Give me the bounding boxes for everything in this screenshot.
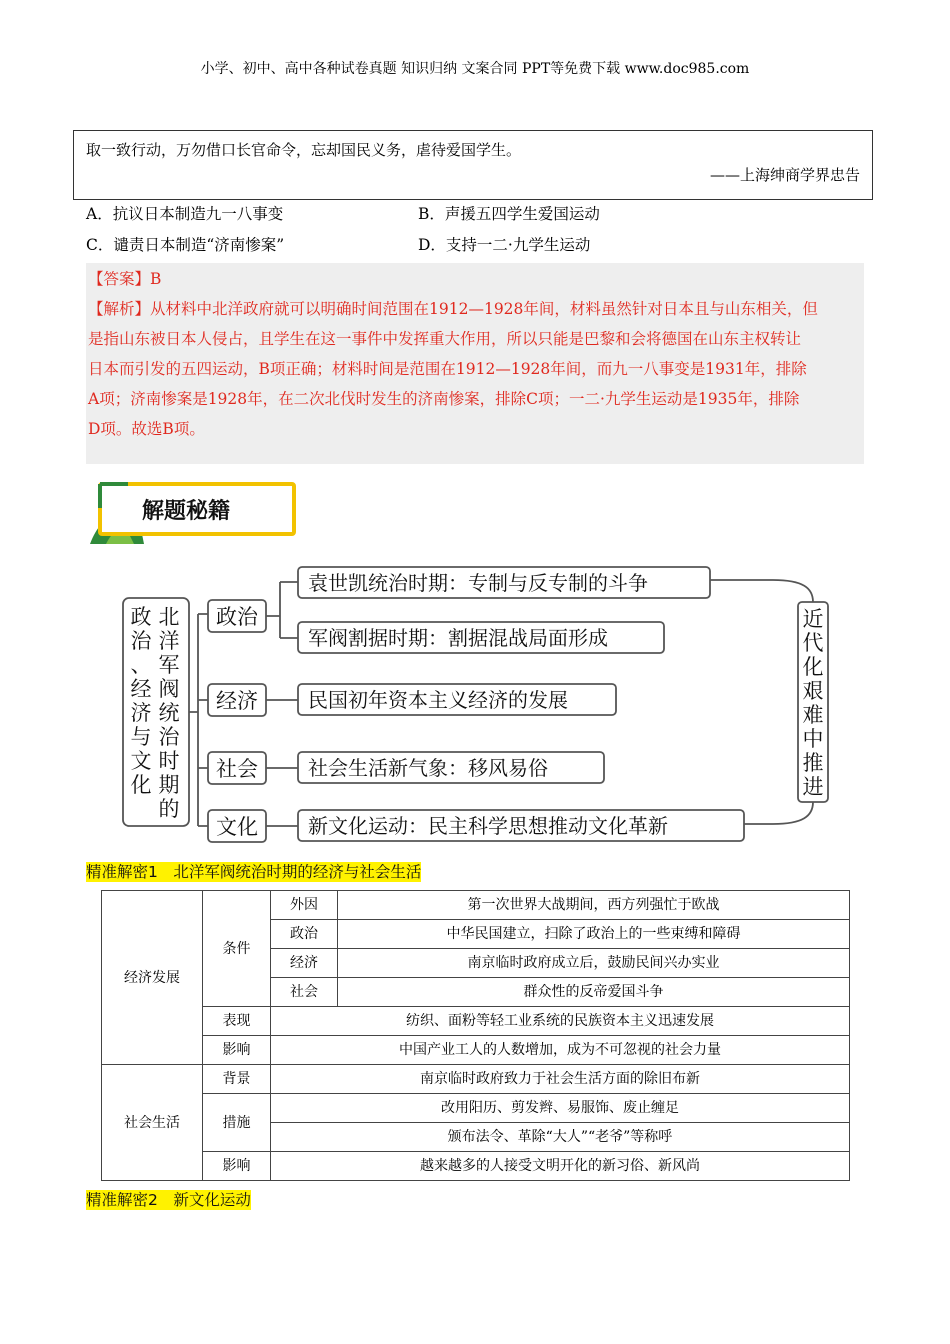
category-connectors [266,700,298,826]
tips-title: 解题秘籍 [142,499,231,524]
vertical-char: 时 [158,749,180,773]
leaf-society: 社会生活新气象：移风易俗 [308,756,548,780]
mind-map [118,562,824,839]
vertical-char: 化 [802,655,824,679]
leaf-economy: 民国初年资本主义经济的发展 [308,688,568,712]
page-header: 小学、初中、高中各种试卷真题 知识归纳 文案合同 PPT等免费下载 www.doc985.com [200,61,750,77]
condition-key: 经济 [271,949,338,978]
answer-label: 【答案】 [88,270,151,288]
condition-value: 群众性的反帝爱国斗争 [338,978,850,1007]
row-header-social: 社会生活 [102,1065,203,1181]
option-a: A．抗议日本制造九一八事变 [86,205,284,223]
vertical-char: 洋 [158,629,180,653]
social-impact-key: 影响 [203,1152,271,1181]
vertical-char: 进 [802,775,824,799]
measure-value: 颁布法令、革除“大人”“老爷”等称呼 [271,1123,850,1152]
condition-value: 中华民国建立，扫除了政治上的一些束缚和障碍 [338,920,850,949]
table-row [102,1007,850,1036]
analysis-line-1 [88,294,864,324]
social-impact-value: 越来越多的人接受文明开化的新习俗、新风尚 [271,1152,850,1181]
performance-value: 纺织、面粉等轻工业系统的民族资本主义迅速发展 [271,1007,850,1036]
quote-source: ——上海绅商学界忠告 [709,166,860,184]
vertical-char: 治 [130,629,152,653]
table-row [102,1152,850,1181]
vertical-char: 文 [130,749,152,773]
vertical-char: 推 [802,751,824,775]
econ-impact-value: 中国产业工人的人数增加，成为不可忽视的社会力量 [271,1036,850,1065]
leaf-culture: 新文化运动：民主科学思想推动文化革新 [308,814,668,838]
condition-key: 外因 [271,891,338,920]
row-header-economy: 经济发展 [102,891,203,1065]
economy-society-table [101,890,850,1181]
vertical-char: 阀 [158,677,180,701]
vertical-char: 军 [158,653,180,677]
category-politics: 政治 [216,605,258,629]
vertical-char: 治 [158,725,180,749]
section1-title: 精准解密1 北洋军阀统治时期的经济与社会生活 [86,863,422,881]
condition-value: 第一次世界大战期间，西方列强忙于欧战 [338,891,850,920]
category-economy: 经济 [216,689,258,713]
root-connector [189,614,208,826]
option-c: C．谴责日本制造“济南惨案” [86,236,285,254]
analysis-label: 【解析】 [88,300,151,318]
tips-banner [88,478,300,546]
analysis-text: 从材料中北洋政府就可以明确时间范围在1912—1928年间，材料虽然针对日本且与山东相关，但 [150,300,818,318]
table-row [102,1065,850,1094]
answer-line [88,264,864,294]
analysis-line-2: 是指山东被日本人侵占，且学生在这一事件中发挥重大作用，所以只能是巴黎和会将德国在山东主权转让 [88,330,802,348]
analysis-line-4: A项；济南惨案是1928年，在二次北伐时发生的济南惨案，排除C项；一二·九学生运动是1935年，排除 [88,390,800,408]
vertical-char: 政 [130,605,152,629]
measure-value: 改用阳历、剪发辫、易服饰、废止缠足 [271,1094,850,1123]
vertical-char: 经 [130,677,152,701]
vertical-char: 统 [158,701,180,725]
econ-impact-key: 影响 [203,1036,271,1065]
leaf-warlords: 军阀割据时期：割据混战局面形成 [308,626,608,650]
analysis-line-3: 日本而引发的五四运动，B项正确；材料时间是范围在1912—1928年间，而九一八事变是1931年，排除 [88,360,807,378]
option-b: B．声援五四学生爱国运动 [418,205,600,223]
root-title-col1 [159,605,181,821]
vertical-char: 化 [130,773,152,797]
section2-title: 精准解密2 新文化运动 [86,1191,251,1209]
category-society: 社会 [216,757,258,781]
performance-key: 表现 [203,1007,271,1036]
category-culture: 文化 [216,815,258,839]
condition-key: 政治 [271,920,338,949]
vertical-char: 代 [802,631,824,655]
vertical-char: 北 [158,605,180,629]
vertical-char: 难 [802,703,824,727]
source-quote-box [73,130,873,200]
conclusion-text [803,607,824,799]
background-key: 背景 [203,1065,271,1094]
condition-key: 社会 [271,978,338,1007]
vertical-char: 济 [130,701,152,725]
vertical-char: 艰 [802,679,824,703]
answer-analysis-block [86,263,864,464]
option-d: D．支持一二·九学生运动 [418,236,591,254]
table-row [102,891,850,920]
background-value: 南京临时政府致力于社会生活方面的除旧布新 [271,1065,850,1094]
vertical-char: 期 [158,773,180,797]
vertical-char: 的 [158,797,180,821]
table-row [102,1094,850,1123]
root-title-col2 [131,605,153,797]
answer-value: B [150,270,162,288]
vertical-char: 中 [802,727,824,751]
table-row [102,1036,850,1065]
vertical-char: 近 [802,607,824,631]
condition-header: 条件 [203,891,271,1007]
condition-value: 南京临时政府成立后，鼓励民间兴办实业 [338,949,850,978]
vertical-char: 与 [130,725,152,749]
vertical-char: 、 [130,653,152,677]
analysis-line-5: D项。故选B项。 [88,420,205,438]
quote-text: 取一致行动，万勿借口长官命令，忘却国民义务，虐待爱国学生。 [86,141,522,159]
leaf-yuan-shikai: 袁世凯统治时期：专制与反专制的斗争 [308,571,648,595]
measures-key: 措施 [203,1094,271,1152]
politics-connector [266,582,298,638]
